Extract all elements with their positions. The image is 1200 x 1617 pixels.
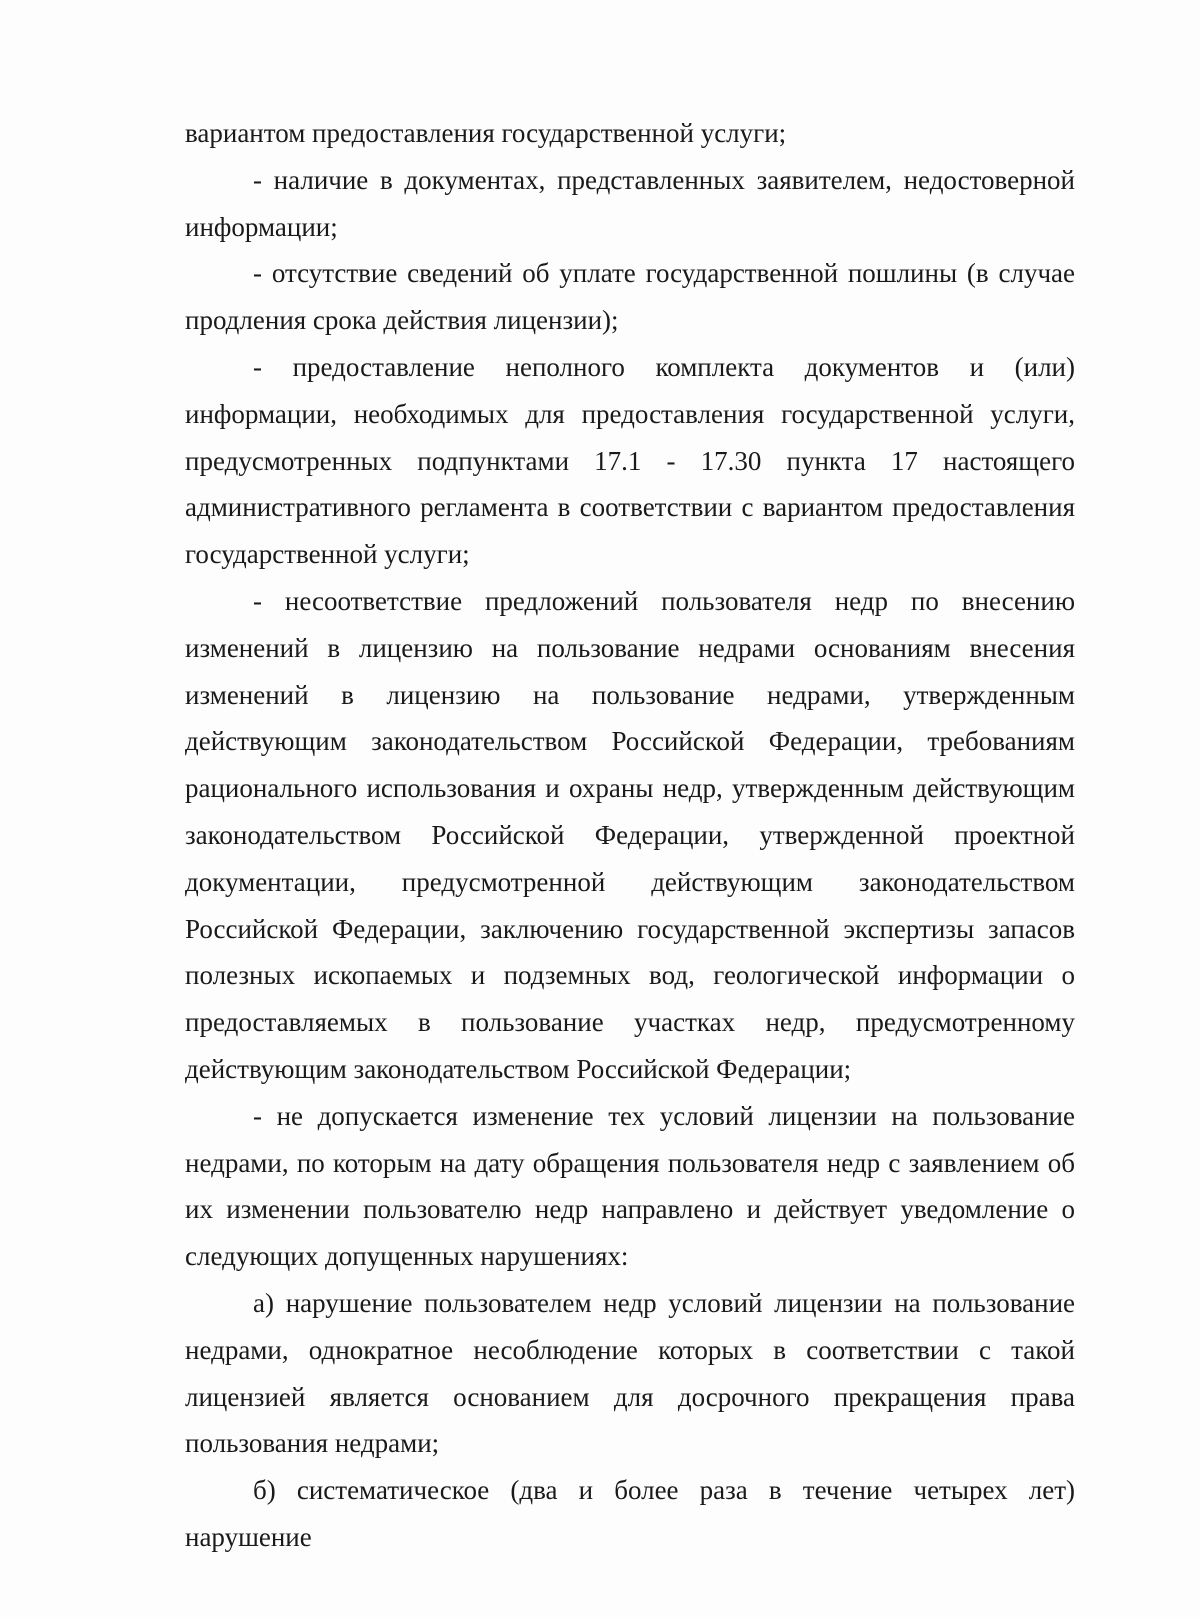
document-body — [185, 110, 1075, 1561]
paragraph-item-b: б) систематическое (два и более раза в течение четырех лет) нарушение — [185, 1475, 1075, 1552]
paragraph-incomplete-documents: - предоставление неполного комплекта документов и (или) информации, необходимых для предоставления государственной услуги, предусмотренных подпунктами 17.1 - 17.30 пункта 17 настоящего административного регламента в соответствии с вариантом предоставления государственной услуги; — [185, 351, 1075, 570]
paragraph-state-fee: - отсутствие сведений об уплате государственной пошлины (в случае продления срока действия лицензии); — [185, 258, 1075, 336]
paragraph-unreliable-info: - наличие в документах, представленных заявителем, недостоверной информации; — [185, 164, 1075, 242]
paragraph-item-a: а) нарушение пользователем недр условий лицензии на пользование недрами, однократное несоблюдение которых в соответствии с такой лицензией является основанием для досрочного прекращения права пользования недрами; — [185, 1287, 1075, 1459]
paragraph-nonconformity: - несоответствие предложений пользователя недр по внесению изменений в лицензию на пользование недрами основаниям внесения изменений в лицензию на пользование недрами, утвержденным действующим законодательством Российской Федерации, требованиям рационального использования и охраны недр, утвержденным действующим законодательством Российской Федерации, утвержденной проектной документации, предусмотренной действующим законодательством Российской Федерации, заключению государственной экспертизы запасов полезных ископаемых и подземных вод, геологической информации о предоставляемых в пользование участках недр, предусмотренному действующим законодательством Российской Федерации; — [185, 585, 1075, 1084]
paragraph-continuation: вариантом предоставления государственной услуги; — [185, 118, 787, 148]
paragraph-change-not-allowed: - не допускается изменение тех условий лицензии на пользование недрами, по которым на дату обращения пользователя недр с заявлением об их изменении пользователю недр направлено и действует уведомление о следующих допущенных нарушениях: — [185, 1100, 1075, 1272]
